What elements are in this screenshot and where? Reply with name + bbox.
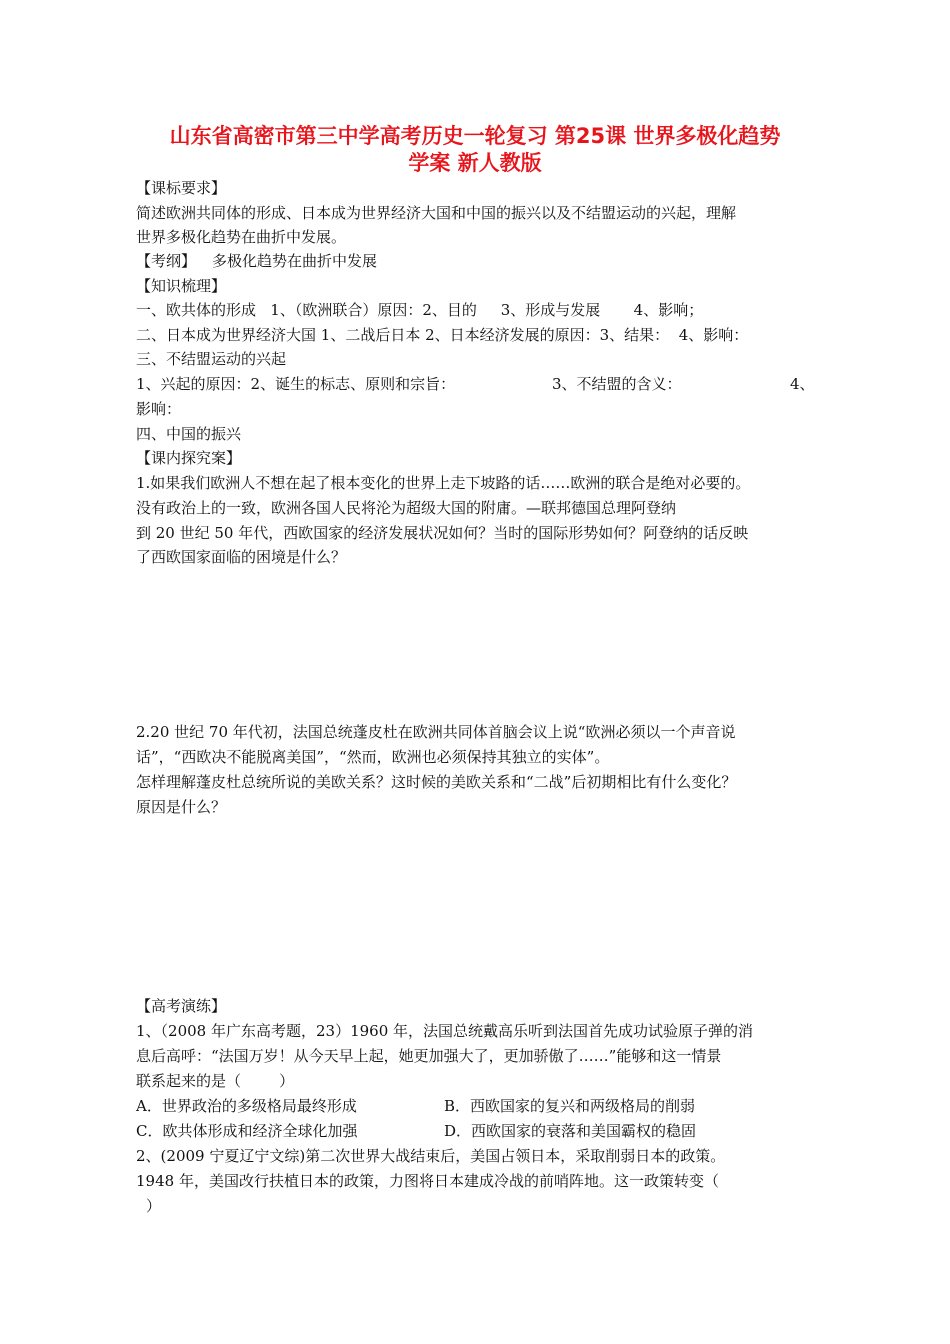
e2-line-2: 1948 年，美国改行扶植日本的政策，力图将日本建成冷战的前哨阵地。这一政策转变（ [136, 1172, 719, 1190]
inquiry-heading: 【课内探究案】 [136, 449, 242, 467]
knowledge-line-4a: 1、兴起的原因：2、诞生的标志、原则和宗旨： [136, 375, 456, 393]
q1-line-4: 了西欧国家面临的困境是什么？ [136, 548, 347, 566]
q1-line-2: 没有政治上的一致，欧洲各国人民将沦为超级大国的附庸。—联邦德国总理阿登纳 [136, 499, 677, 517]
e1-option-d: D．西欧国家的衰落和美国霸权的稳固 [444, 1122, 697, 1140]
q1-line-1: 1.如果我们欧洲人不想在起了根本变化的世界上走下坡路的话……欧洲的联合是绝对必要的。 [136, 474, 751, 492]
e1-option-b: B．西欧国家的复兴和两级格局的削弱 [444, 1097, 696, 1115]
e1-line-1: 1、（2008 年广东高考题，23）1960 年，法国总统戴高乐听到法国首先成功试验原子弹的消 [136, 1022, 754, 1040]
q2-line-3: 怎样理解蓬皮杜总统所说的美欧关系？这时候的美欧关系和“二战”后初期相比有什么变化？ [136, 773, 737, 791]
e1-line-2: 息后高呼：“法国万岁！从今天早上起，她更加强大了，更加骄傲了……”能够和这一情景 [136, 1047, 722, 1065]
q2-line-1: 2.20 世纪 70 年代初，法国总统蓬皮杜在欧洲共同体首脑会议上说“欧洲必须以一个声音说 [136, 723, 736, 741]
q1-line-3: 到 20 世纪 50 年代，西欧国家的经济发展状况如何？当时的国际形势如何？阿登纳的话反映 [136, 524, 749, 542]
knowledge-heading: 【知识梳理】 [136, 277, 227, 295]
knowledge-line-5: 影响： [136, 400, 182, 418]
e2-line-1: 2、(2009 宁夏辽宁文综)第二次世界大战结束后，美国占领日本，采取削弱日本的政策。 [136, 1147, 726, 1165]
knowledge-line-3: 三、不结盟运动的兴起 [136, 350, 287, 368]
knowledge-line-4c: 4、 [790, 375, 815, 393]
knowledge-line-2: 二、日本成为世界经济大国 1、二战后日本 2、日本经济发展的原因：3、结果： 4、影响： [136, 326, 749, 344]
doc-title-line-1: 山东省高密市第三中学高考历史一轮复习 第25课 世界多极化趋势 [169, 124, 781, 148]
outline-heading: 【考纲】 [136, 252, 197, 270]
standards-heading: 【课标要求】 [136, 179, 227, 197]
q2-line-4: 原因是什么？ [136, 798, 227, 816]
e1-line-3: 联系起来的是（ ） [136, 1072, 295, 1090]
standards-text-2: 世界多极化趋势在曲折中发展。 [136, 228, 347, 246]
knowledge-line-4b: 3、不结盟的含义： [552, 375, 682, 393]
e1-option-a: A．世界政治的多级格局最终形成 [136, 1097, 357, 1115]
e2-line-3: ） [146, 1197, 162, 1215]
knowledge-line-6: 四、中国的振兴 [136, 425, 242, 443]
knowledge-line-1: 一、欧共体的形成 1、（欧洲联合）原因：2、目的 3、形成与发展 4、影响； [136, 301, 704, 319]
q2-line-2: 话”，“西欧决不能脱离美国”，“然而，欧洲也必须保持其独立的实体”。 [136, 748, 610, 766]
exam-heading: 【高考演练】 [136, 997, 227, 1015]
e1-option-c: C．欧共体形成和经济全球化加强 [136, 1122, 358, 1140]
doc-title-line-2: 学案 新人教版 [408, 151, 542, 175]
outline-text: 多极化趋势在曲折中发展 [212, 252, 378, 270]
standards-text-1: 简述欧洲共同体的形成、日本成为世界经济大国和中国的振兴以及不结盟运动的兴起，理解 [136, 204, 737, 222]
